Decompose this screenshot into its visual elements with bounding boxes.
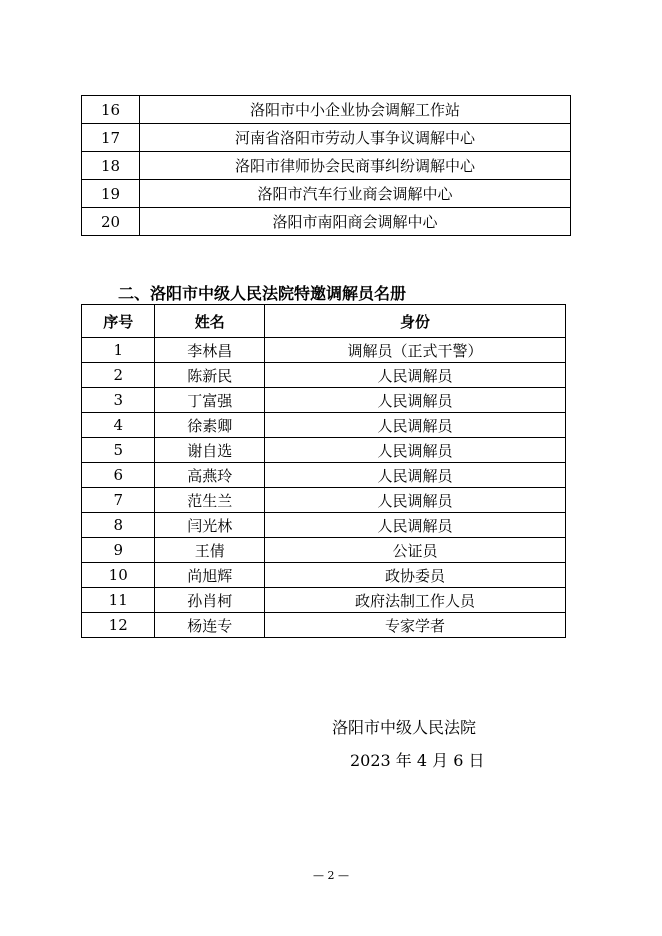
table-row — [82, 338, 566, 363]
mediator-name: 杨连专 — [155, 613, 265, 638]
row-number: 10 — [82, 563, 155, 588]
mediator-name: 闫光林 — [155, 513, 265, 538]
row-number: 3 — [82, 388, 155, 413]
mediator-name: 李林昌 — [155, 338, 265, 363]
table-header-row — [82, 305, 566, 338]
table-row — [82, 463, 566, 488]
mediator-name: 尚旭辉 — [155, 563, 265, 588]
row-number: 18 — [82, 152, 140, 180]
table-row — [82, 563, 566, 588]
table-row — [82, 152, 571, 180]
mediator-identity: 政府法制工作人员 — [265, 588, 566, 613]
mediator-roster-table — [81, 304, 566, 638]
mediator-identity: 人民调解员 — [265, 513, 566, 538]
table-row — [82, 96, 571, 124]
row-number: 7 — [82, 488, 155, 513]
table-row — [82, 208, 571, 236]
mediation-organizations-table-continued — [81, 95, 571, 236]
mediator-identity: 人民调解员 — [265, 388, 566, 413]
header-name: 姓名 — [155, 305, 265, 338]
row-number: 12 — [82, 613, 155, 638]
table-row — [82, 513, 566, 538]
row-number: 5 — [82, 438, 155, 463]
header-identity: 身份 — [265, 305, 566, 338]
mediator-identity: 政协委员 — [265, 563, 566, 588]
table-row — [82, 180, 571, 208]
mediator-identity: 公证员 — [265, 538, 566, 563]
page-number: — 2 — — [313, 869, 349, 882]
mediator-identity: 专家学者 — [265, 613, 566, 638]
mediator-identity: 人民调解员 — [265, 463, 566, 488]
row-number: 1 — [82, 338, 155, 363]
table-row — [82, 124, 571, 152]
mediator-identity: 人民调解员 — [265, 488, 566, 513]
row-number: 19 — [82, 180, 140, 208]
mediator-name: 高燕玲 — [155, 463, 265, 488]
mediator-name: 范生兰 — [155, 488, 265, 513]
row-number: 17 — [82, 124, 140, 152]
table-row — [82, 588, 566, 613]
mediator-name: 谢自选 — [155, 438, 265, 463]
table-row — [82, 488, 566, 513]
row-number: 9 — [82, 538, 155, 563]
row-number: 2 — [82, 363, 155, 388]
header-number: 序号 — [82, 305, 155, 338]
section-heading: 二、洛阳市中级人民法院特邀调解员名册 — [118, 284, 407, 303]
mediator-name: 徐素卿 — [155, 413, 265, 438]
table-row — [82, 613, 566, 638]
mediator-name: 孙肖柯 — [155, 588, 265, 613]
table-row — [82, 438, 566, 463]
row-number: 16 — [82, 96, 140, 124]
row-number: 4 — [82, 413, 155, 438]
issue-date: 2023 年 4 月 6 日 — [350, 751, 485, 770]
organization-name: 洛阳市南阳商会调解中心 — [140, 208, 571, 236]
mediator-identity: 人民调解员 — [265, 363, 566, 388]
row-number: 8 — [82, 513, 155, 538]
mediator-name: 丁富强 — [155, 388, 265, 413]
row-number: 6 — [82, 463, 155, 488]
table-row — [82, 413, 566, 438]
mediator-identity: 调解员（正式干警） — [265, 338, 566, 363]
table-row — [82, 388, 566, 413]
organization-name: 河南省洛阳市劳动人事争议调解中心 — [140, 124, 571, 152]
organization-name: 洛阳市汽车行业商会调解中心 — [140, 180, 571, 208]
mediator-name: 陈新民 — [155, 363, 265, 388]
row-number: 11 — [82, 588, 155, 613]
organization-name: 洛阳市中小企业协会调解工作站 — [140, 96, 571, 124]
mediator-identity: 人民调解员 — [265, 413, 566, 438]
row-number: 20 — [82, 208, 140, 236]
organization-name: 洛阳市律师协会民商事纠纷调解中心 — [140, 152, 571, 180]
issuing-court: 洛阳市中级人民法院 — [332, 718, 477, 737]
mediator-identity: 人民调解员 — [265, 438, 566, 463]
table-row — [82, 538, 566, 563]
table-row — [82, 363, 566, 388]
mediator-name: 王倩 — [155, 538, 265, 563]
